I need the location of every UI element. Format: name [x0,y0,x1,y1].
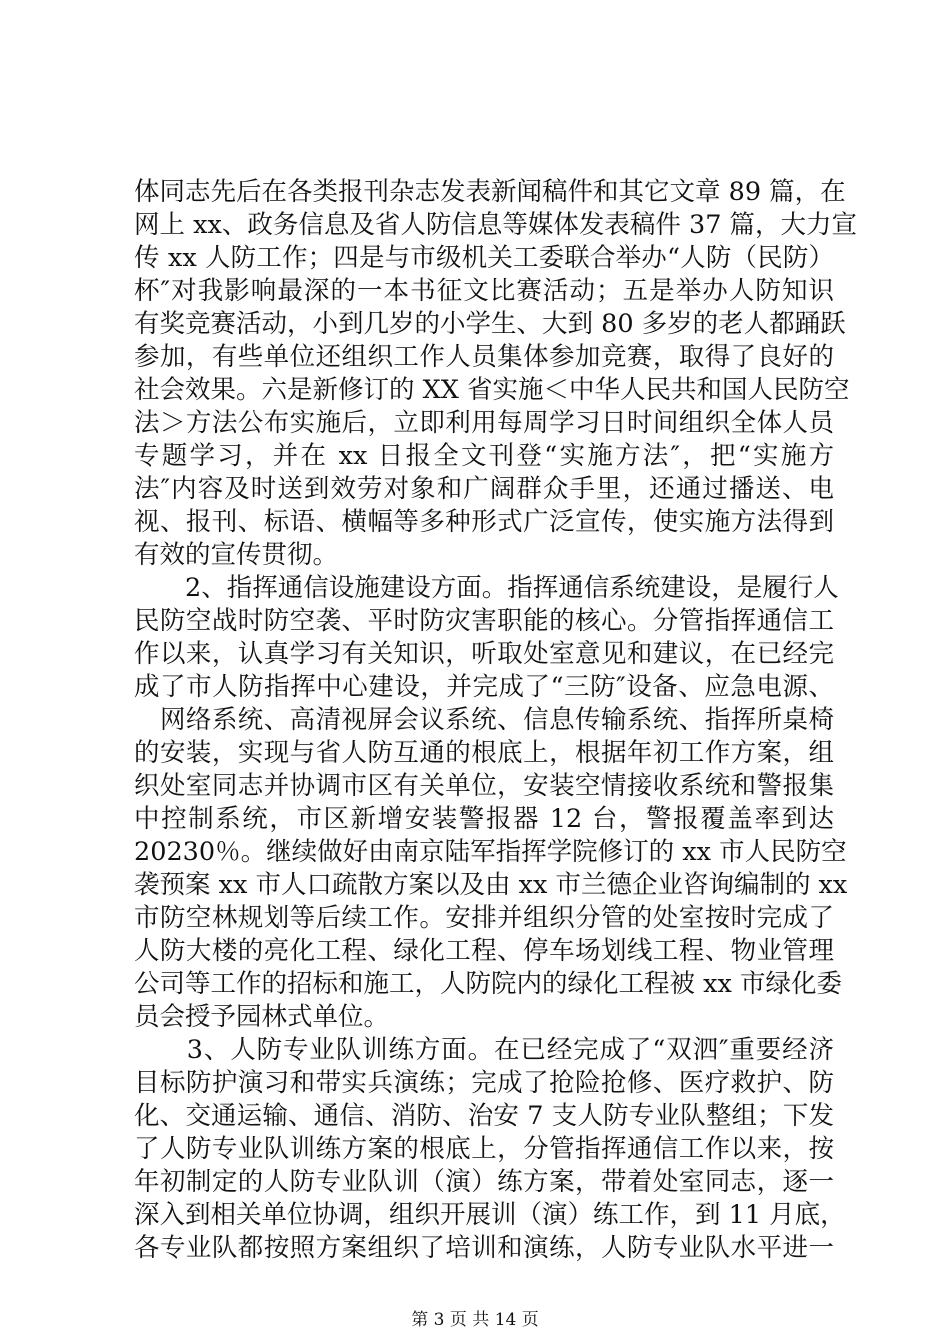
body-line: 网上 xx、政务信息及省人防信息等媒体发表稿件 37 篇，大力宣 [134,210,858,240]
body-line: 有奖竞赛活动，小到几岁的小学生、大到 80 多岁的老人都踊跃 [134,309,846,339]
body-line: 杯″对我影响最深的一本书征文比赛活动；五是举办人防知识 [134,276,834,306]
body-line: 市防空林规划等后续工作。安排并组织分管的处室按时完成了 [134,903,834,933]
body-line: 了人防专业队训练方案的根底上，分管指挥通信工作以来，按 [134,1134,834,1164]
body-line: 织处室同志并协调市区有关单位，安装空情接收系统和警报集 [134,771,834,801]
body-line: 有效的宣传贯彻。 [134,540,339,570]
page-number-footer: 第 3 页 共 14 页 [411,1310,539,1330]
body-line: 年初制定的人防专业队训（演）练方案，带着处室同志，逐一 [134,1167,834,1197]
body-line: 公司等工作的招标和施工，人防院内的绿化工程被 xx 市绿化委 [134,969,842,999]
body-line: 20230％。继续做好由南京陆军指挥学院修订的 xx 市人民防空 [134,837,847,867]
body-line: 员会授予园林式单位。 [134,1002,390,1032]
body-line: 深入到相关单位协调，组织开展训（演）练工作，到 11 月底， [134,1200,846,1230]
body-line: 化、交通运输、通信、消防、治安 7 支人防专业队整组；下发 [134,1101,834,1131]
body-line: 参加，有些单位还组织工作人员集体参加竞赛，取得了良好的 [134,342,834,372]
body-line: 成了市人防指挥中心建设，并完成了“三防″设备、应急电源、 [134,672,834,702]
body-line: 各专业队都按照方案组织了培训和演练，人防专业队水平进一 [134,1233,834,1263]
body-line: 人防大楼的亮化工程、绿化工程、停车场划线工程、物业管理 [134,936,834,966]
body-line: 的安装，实现与省人防互通的根底上，根据年初工作方案，组 [134,738,834,768]
body-line: 社会效果。六是新修订的 XX 省实施＜中华人民共和国人民防空 [134,375,850,405]
body-line: 网络系统、高清视屏会议系统、信息传输系统、指挥所桌椅 [134,705,834,735]
body-line: 视、报刊、标语、横幅等多种形式广泛宣传，使实施方法得到 [134,507,834,537]
body-line: 作以来，认真学习有关知识，听取处室意见和建议，在已经完 [134,639,834,669]
body-line: 3、人防专业队训练方面。在已经完成了“双泗″重要经济 [134,1035,834,1065]
body-line: 传 xx 人防工作；四是与市级机关工委联合举办“人防（民防） [134,243,834,273]
body-line: 袭预案 xx 市人口疏散方案以及由 xx 市兰德企业咨询编制的 xx [134,870,848,900]
body-line: 民防空战时防空袭、平时防灾害职能的核心。分管指挥通信工 [134,606,834,636]
body-line: 法″内容及时送到效劳对象和广阔群众手里，还通过播送、电 [134,474,834,504]
body-line: 法＞方法公布实施后，立即利用每周学习日时间组织全体人员 [134,408,834,438]
body-line: 体同志先后在各类报刊杂志发表新闻稿件和其它文章 89 篇，在 [134,177,846,207]
body-line: 中控制系统，市区新增安装警报器 12 台，警报覆盖率到达 [134,804,834,834]
body-line: 2、指挥通信设施建设方面。指挥通信系统建设，是履行人 [134,573,839,603]
body-line: 专题学习，并在 xx 日报全文刊登“实施方法″，把“实施方 [134,441,834,471]
body-line: 目标防护演习和带实兵演练；完成了抢险抢修、医疗救护、防 [134,1068,834,1098]
